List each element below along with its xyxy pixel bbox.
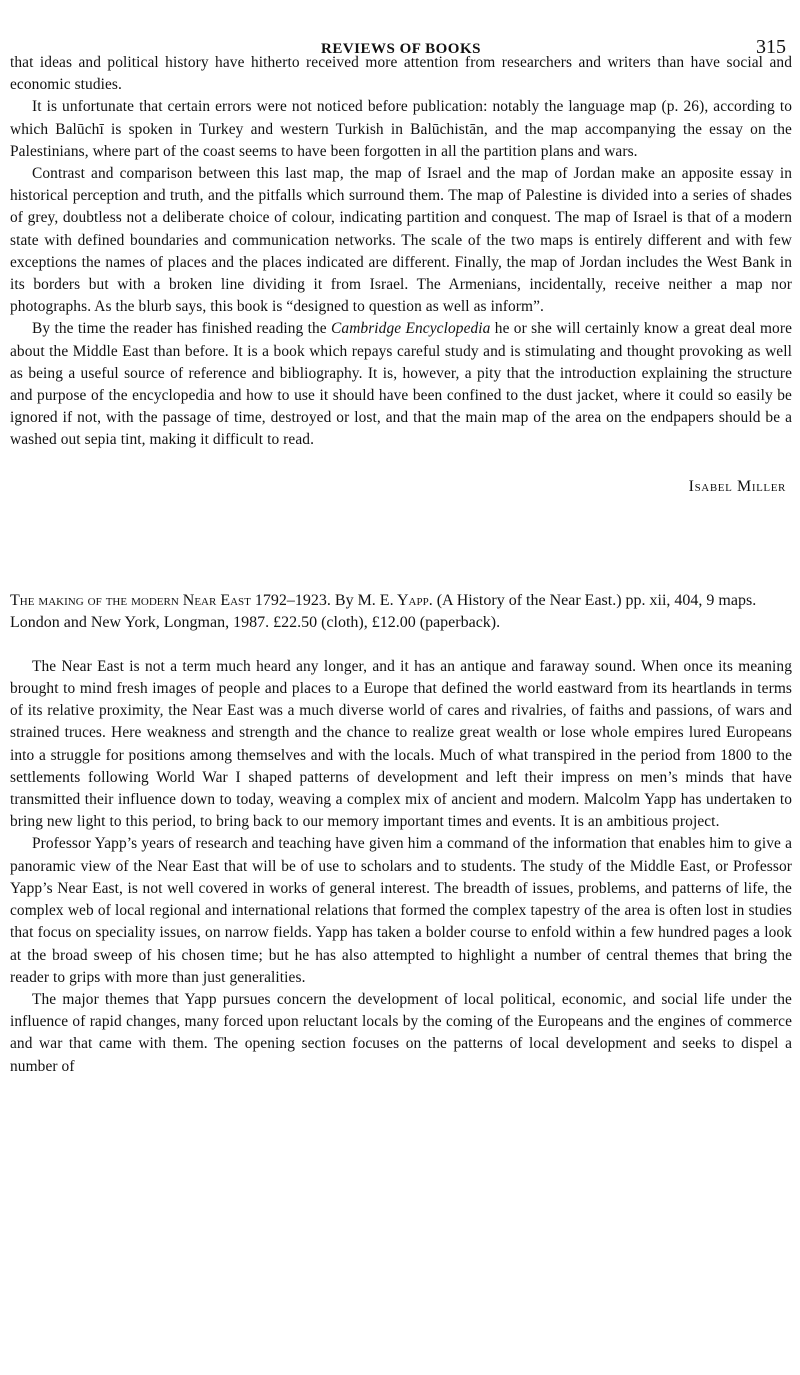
book-author: M. E. Yapp: [357, 591, 429, 609]
text-run: he or she will certainly know a great deal more about the Middle East than before. It is a book which repays careful study and is stimulating and thought provoking as well as being a useful source of reference and bibliography. It is, however, a pity that the introduction explaining the structure and purpose of the encyclopedia and how to use it should have been confined to the dust jacket, where it could so easily be ignored if not, with the passage of time, destroyed or lost, and that the main map of the area on the endpapers should be a washed out sepia tint, making it difficult to read.: [10, 320, 792, 449]
text-run: 1792–1923. By: [250, 591, 358, 609]
page-header: [10, 0, 792, 58]
paragraph: The Near East is not a term much heard any longer, and it has an antique and faraway sound. When once its meaning brought to mind fresh images of people and places to a Europe that defined the world eastward from its heartlands in terms of its relative proximity, the Near East was a much diverse world of cares and rivalries, of faiths and passions, of wars and strained truces. Here weakness and strength and the chance to realize great wealth or lose whole empires lured Europeans into a struggle for positions among themselves and with the locals. Much of what transpired in the period from 1800 to the settlements following World War I shaped patterns of development and left their impress on men’s minds that have transmitted their influence down to today, weaving a complex mix of ancient and modern. Malcolm Yapp has undertaken to bring new light to this period, to bring back to our memory important times and events. It is an ambitious project.: [10, 657, 792, 831]
text-run: . (A History of the Near East.) pp. xii, 404, 9 maps. London and New York, Longman, 1987. £22.50 (cloth), £12.00 (paperback).: [10, 591, 757, 631]
paragraph: that ideas and political history have hitherto received more attention from researchers and writers than have social and economic studies.: [10, 54, 792, 94]
paragraph: It is unfortunate that certain errors were not noticed before publication: notably the language map (p. 26), according to which Balūchī is spoken in Turkey and western Turkish in Balūchistān, and the map accompanying the essay on the Palestinians, where part of the coast seems to have been forgotten in all the partition plans and wars.: [10, 98, 792, 160]
review-1: [10, 52, 792, 498]
paragraph: The major themes that Yapp pursues concern the development of local political, economic, and social life under the influence of rapid changes, many forced upon reluctant locals by the coming of the Europeans and the engines of commerce and war that came with them. The opening section focuses on the patterns of local development and seeks to dispel a number of: [10, 990, 792, 1075]
running-head: REVIEWS OF BOOKS: [321, 41, 481, 57]
review-2-heading: [10, 590, 792, 634]
paragraph: [10, 318, 792, 451]
reviewer-signature: Isabel Miller: [688, 477, 786, 495]
text-run: By the time the reader has finished reading the: [32, 320, 332, 338]
book-title-italic: Cambridge Encyclopedia: [331, 320, 491, 338]
paragraph: Contrast and comparison between this last map, the map of Israel and the map of Jordan make an apposite essay in historical perception and truth, and the pitfalls which surround them. The map of Palestine is divided into a series of shades of grey, doubtless not a deliberate choice of colour, indicating partition and conquest. The map of Israel is that of a modern state with defined boundaries and communication networks. The scale of the two maps is entirely different and with few exceptions the names of places and the places indicated are different. Finally, the map of Jordan includes the West Bank in its borders but with a broken line dividing it from Israel. The Armenians, incidentally, receive neither a map nor photographs. As the blurb says, this book is “designed to question as well as inform”.: [10, 165, 792, 316]
page-number: 315: [756, 36, 786, 58]
paragraph: Professor Yapp’s years of research and teaching have given him a command of the information that enables him to give a panoramic view of the Near East that will be of use to scholars and to students. The study of the Middle East, or Professor Yapp’s Near East, is not well covered in works of general interest. The breadth of issues, problems, and patterns of life, the complex web of local regional and international relations that formed the complex tapestry of the area is often lost in studies that focus on speciality issues, on narrow fields. Yapp has taken a bolder course to enfold within a few hundred pages a look at the broad sweep of his chosen time; but he has also attempted to highlight a number of central themes that bring the reader to grips with more than just generalities.: [10, 835, 792, 986]
book-title: The making of the modern Near East: [10, 591, 251, 609]
review-2-body: [10, 656, 792, 1078]
